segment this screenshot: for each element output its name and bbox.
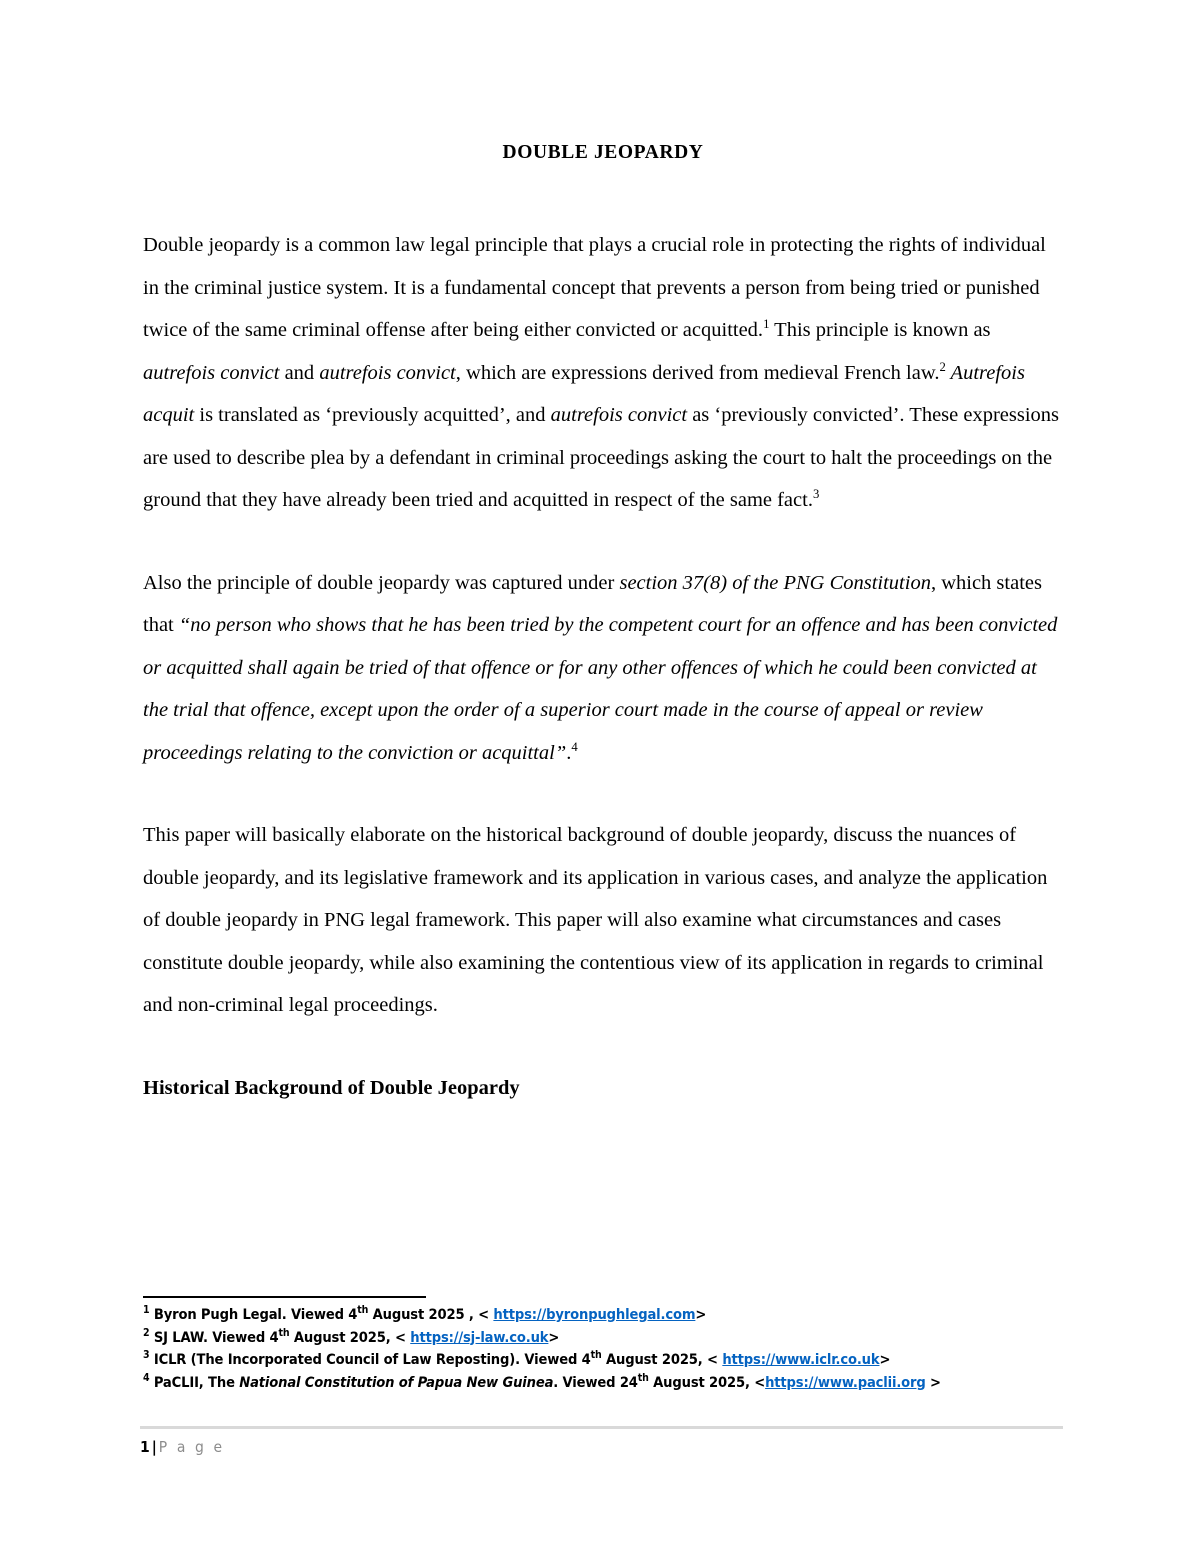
paragraph-1-italic-1: autrefois convict [143,361,280,384]
document-content [143,0,1063,1109]
footnote-ordinal-3: th [590,1349,602,1362]
footnote-mid-2: August 2025, < [289,1328,411,1346]
footnote-post-2: > [548,1328,560,1346]
footnote-item-1 [143,1304,1083,1327]
footnote-text-2: SJ LAW. Viewed 4 [149,1328,279,1346]
footnote-item-4 [143,1372,1083,1395]
footnote-post-3: > [879,1351,891,1368]
footnote-link-2[interactable]: https://sj-law.co.uk [410,1328,549,1346]
footnote-mid-1: August 2025 , < [368,1306,494,1323]
paragraph-2-blockquote: “no person who shows that he has been tried by the competent court for an offence and has been convicted or acquitted shall again be tried of that offence or for any other offences of which he could been convicted at the trial that offence, except upon the order of a superior court made in the course of appeal or review proceedings relating to the conviction or acquittal” [143,614,1058,764]
footnote-ref-2[interactable]: 2 [939,360,946,375]
footnote-ref-1[interactable]: 1 [763,317,770,332]
footnote-ordinal-2: th [278,1326,290,1339]
paragraph-2-sentence-3: . [566,741,572,764]
paragraph-2-sentence-1: Also the principle of double jeopardy was captured under [143,571,620,594]
page-title: DOUBLE JEOPARDY [502,142,704,163]
section-heading-historical-background: Historical Background of Double Jeopardy [143,1076,520,1099]
paragraph-1-sentence-2: This principle is known as [769,319,991,342]
paragraph-1-sentence-4: , which are expressions derived from medieval French law. [455,361,940,384]
footnote-ref-4[interactable]: 4 [571,740,578,755]
footnote-post-4: > [925,1373,941,1391]
footnote-mid-3: August 2025, < [601,1351,723,1368]
paragraph-1-sentence-6: as ‘previously convicted’. These expressions are used to describe plea by a defendant in criminal proceedings asking the court to halt the proceedings on the ground that they have already been tried and acquitted in respect of the same fact. [143,404,1060,512]
footnote-link-1[interactable]: https://byronpughlegal.com [493,1306,696,1323]
footnote-link-4[interactable]: https://www.paclii.org [765,1373,926,1391]
footnote-post-1: > [695,1306,707,1323]
footnote-number-1: 1 [143,1304,150,1317]
footnote-text-4b: . Viewed 24 [553,1373,638,1391]
paragraph-1-sentence-3: and [279,361,320,384]
footnote-link-3[interactable]: https://www.iclr.co.uk [722,1351,880,1368]
footnote-text-4: PaCLII, The [149,1373,240,1391]
footer-page-number: 1 [140,1438,150,1456]
footnote-area [143,1296,1083,1394]
footer-separator: | [151,1438,157,1456]
paragraph-1-sentence-1: Double jeopardy is a common law legal principle that plays a crucial role in protecting the rights of individual in the criminal justice system. It is a fundamental concept that prevents a person from being tried or punished twice of the same criminal offense after being either convicted or acquitted. [143,234,1046,342]
footnote-ordinal-1: th [357,1304,369,1317]
footnote-text-3: ICLR (The Incorporated Council of Law Reposting). Viewed 4 [149,1351,591,1368]
footnote-italic-4: National Constitution of Papua New Guinea [239,1373,554,1391]
footnote-separator-rule [143,1296,426,1298]
footnote-ref-3[interactable]: 3 [812,487,820,502]
footer-page-label: P a g e [158,1438,225,1456]
footnote-mid-4: August 2025, < [648,1373,766,1391]
paragraph-1-sentence-5: is translated as ‘previously acquitted’, and [194,404,551,427]
footnote-number-4: 4 [143,1371,150,1384]
paragraph-2-italic-section: section 37(8) of the PNG Constitution [619,571,931,594]
paragraph-definition [143,164,1063,522]
footnote-number-2: 2 [143,1326,150,1339]
paragraph-constitution [143,522,1063,775]
footnote-number-3: 3 [143,1349,150,1362]
footnote-item-2 [143,1327,1083,1350]
paragraph-2-sentence-2: , which states that [143,571,1042,637]
paragraph-1-italic-3: Autrefois acquit [143,361,1025,427]
paragraph-1-italic-2: autrefois convict [319,361,456,384]
footnote-item-3 [143,1349,1083,1372]
paragraph-scope: This paper will basically elaborate on the historical background of double jeopardy, discuss the nuances of double jeopardy, and its legislative framework and its application in various cases, and analyze the application of double jeopardy in PNG legal framework. This paper will also examine what circumstances and cases constitute double jeopardy, while also examining the contentious view of its application in regards to criminal and non-criminal legal proceedings. [143,824,1048,1017]
footnote-ordinal-4: th [637,1371,649,1384]
footnote-text-1: Byron Pugh Legal. Viewed 4 [149,1306,358,1323]
paragraph-1-italic-4: autrefois convict [550,404,688,427]
page-footer [140,1434,225,1460]
footer-separator-rule [140,1426,1063,1429]
